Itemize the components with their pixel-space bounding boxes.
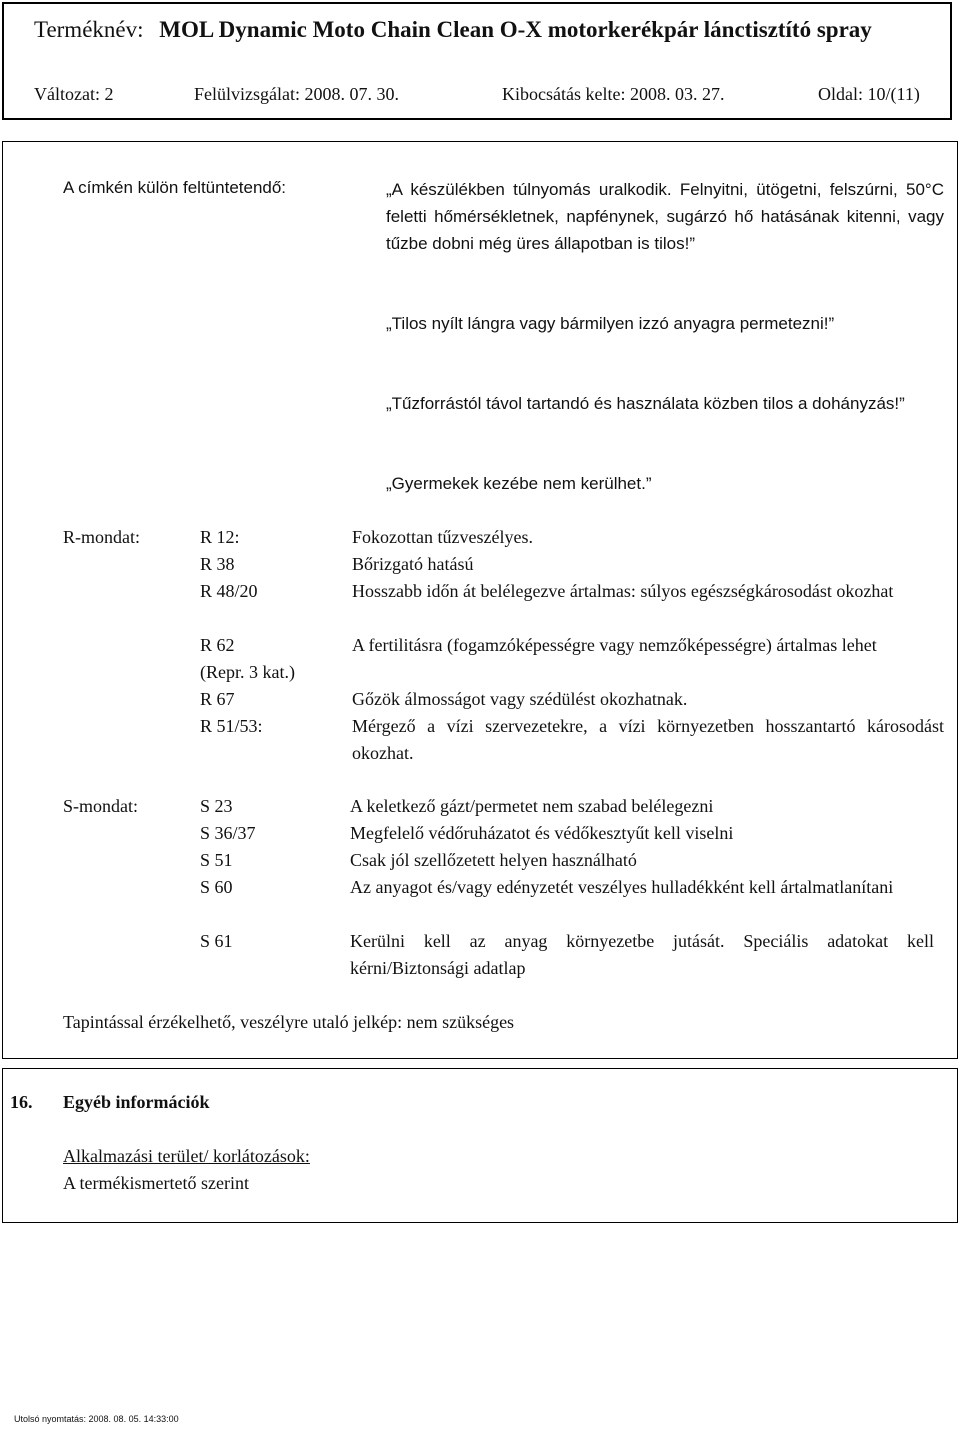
s-phrase-text: Az anyagot és/vagy edényzetét veszélyes hulladékként kell ártalmatlanítani [350,877,894,897]
s-phrase-text: Kerülni kell az anyag környezetbe jutását. Speciális adatokat kell kérni/Biztonsági adatlap [350,931,934,978]
r-phrase-text: A fertilitásra (fogamzóképességre vagy nemzőképességre) ártalmas lehet [352,635,877,655]
r-phrase-text: Mérgező a vízi szervezetekre, a vízi környezetben hosszantartó károsodást okozhat. [352,716,944,763]
print-footer: Utolsó nyomtatás: 2008. 08. 05. 14:33:00 [14,1414,179,1424]
r-phrase-code: R 12: [200,527,240,547]
r-phrase-code: R 51/53: [200,716,263,736]
s-phrase-code: S 60 [200,877,233,897]
r-phrase-text: Hosszabb időn át belélegezve ártalmas: súlyos egészségkárosodást okozhat [352,581,894,601]
r-phrase-text: Bőrizgató hatású [352,554,474,574]
label-heading: A címkén külön feltüntetendő: [63,178,287,197]
r-phrase-code: R 62 [200,635,235,655]
version: Változat: 2 [34,84,114,104]
product-title [34,14,949,46]
section-title: Egyéb információk [63,1092,210,1112]
warning-1: „A készülékben túlnyomás uralkodik. Felnyitni, ütögetni, felszúrni, 50°C feletti hőmérsékletnek, napfénynek, sugárzó hő hatásának kitenni, vagy tűzbe dobni még üres állapotban is tilos!” [386,180,944,253]
product-name: MOL Dynamic Moto Chain Clean O-X motorkerékpár lánctisztító spray [159,17,872,42]
warning-3: „Tűzforrástól távol tartandó és használata közben tilos a dohányzás!” [386,394,905,413]
r-phrase-code-category: (Repr. 3 kat.) [200,662,295,682]
r-phrase-text: Fokozottan tűzveszélyes. [352,527,533,547]
s-phrase-heading: S-mondat: [63,796,138,816]
review-date: Felülvizsgálat: 2008. 07. 30. [194,84,399,104]
document-header [2,2,952,120]
s-phrase-text: A keletkező gázt/permetet nem szabad belélegezni [350,796,714,816]
s-phrase-code: S 51 [200,850,233,870]
product-label: Terméknév: [34,17,144,42]
tactile-warning: Tapintással érzékelhető, veszélyre utaló jelkép: nem szükséges [63,1012,515,1032]
s-phrase-code: S 36/37 [200,823,256,843]
r-phrase-code: R 48/20 [200,581,258,601]
s-phrase-text: Csak jól szellőzetett helyen használható [350,850,637,870]
r-phrase-code: R 38 [200,554,235,574]
r-phrase-text: Gőzök álmosságot vagy szédülést okozhatnak. [352,689,688,709]
application-text: A termékismertető szerint [63,1173,249,1193]
s-phrase-code: S 61 [200,931,233,951]
page-number: Oldal: 10/(11) [818,84,920,104]
s-phrase-code: S 23 [200,796,233,816]
s-phrase-text: Megfelelő védőruházatot és védőkesztyűt kell viselni [350,823,734,843]
r-phrase-code: R 67 [200,689,235,709]
application-heading: Alkalmazási terület/ korlátozások: [63,1146,310,1166]
warning-2: „Tilos nyílt lángra vagy bármilyen izzó anyagra permetezni!” [386,314,835,333]
issue-date: Kibocsátás kelte: 2008. 03. 27. [502,84,725,104]
section-number: 16. [10,1092,33,1112]
r-phrase-heading: R-mondat: [63,527,140,547]
warning-4: „Gyermekek kezébe nem kerülhet.” [386,474,652,493]
